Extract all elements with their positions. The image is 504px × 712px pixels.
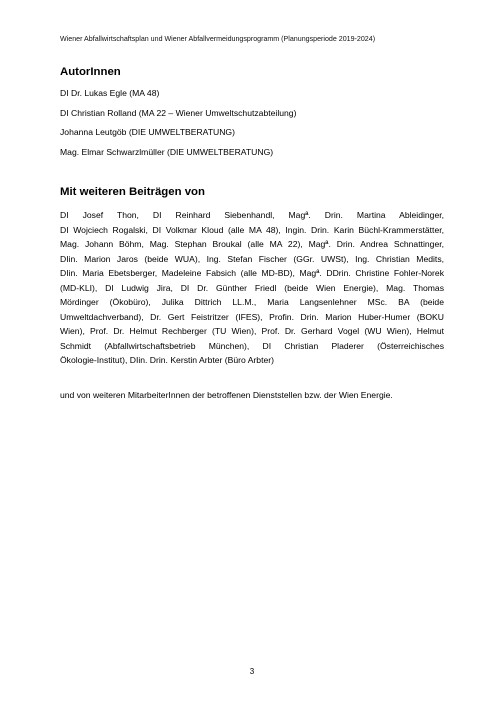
- contributors-line: (MD-KLI), DI Ludwig Jira, DI Dr. Günther Friedl (beide Wien Energie), Mag. Thomas: [60, 282, 444, 293]
- contributors-line: DI Wojciech Rogalski, DI Volkmar Kloud (alle MA 48), Ingin. Drin. Karin Büchl-Krammerstätter,: [60, 224, 444, 235]
- contributors-paragraph: [60, 208, 444, 368]
- contributors-line: Wien), Prof. Dr. Helmut Rechberger (TU Wien), Prof. Dr. Gerhard Vogel (WU Wien), Helmut: [60, 326, 444, 336]
- contributions-heading: Mit weiteren Beiträgen von: [60, 186, 205, 198]
- contributors-line: DIin. Maria Ebetsberger, Madeleine Fabsich (alle MD-BD), Magª. DDrin. Christine Fohler-Norek: [60, 268, 444, 278]
- author-item: Johanna Leutgöb (DIE UMWELTBERATUNG): [60, 127, 235, 137]
- contributors-line: DIin. Marion Jaros (beide WUA), Ing. Stefan Fischer (GGr. UWSt), Ing. Christian Medits,: [60, 253, 444, 264]
- contributors-line: Mördinger (Ökobüro), Julika Dittrich LL.M., Maria Langsenlehner MSc. BA (beide: [60, 297, 444, 307]
- contributors-line: Umweltdachverband), Dr. Gert Feistritzer (IFES), Profin. Drin. Marion Huber-Humer (BOKU: [60, 311, 444, 322]
- contributors-line: Ökologie-Institut), DIin. Drin. Kerstin Arbter (Büro Arbter): [60, 355, 274, 365]
- author-item: DI Christian Rolland (MA 22 – Wiener Umweltschutzabteilung): [60, 108, 297, 118]
- contributors-line: Mag. Johann Böhm, Mag. Stephan Broukal (alle MA 22), Magª. Drin. Andrea Schnattinger,: [60, 239, 444, 249]
- author-item: DI Dr. Lukas Egle (MA 48): [60, 88, 160, 98]
- author-item: Mag. Elmar Schwarzlmüller (DIE UMWELTBERATUNG): [60, 147, 274, 157]
- closing-sentence: und von weiteren MitarbeiterInnen der betroffenen Dienststellen bzw. der Wien Energie.: [60, 390, 393, 400]
- contributors-line: DI Josef Thon, DI Reinhard Siebenhandl, Magª. Drin. Martina Ableidinger,: [60, 210, 444, 220]
- authors-heading: AutorInnen: [60, 66, 121, 78]
- page-number: 3: [249, 667, 255, 676]
- running-header: Wiener Abfallwirtschaftsplan und Wiener Abfallvermeidungsprogramm (Planungsperiode 2019-2024): [60, 35, 376, 43]
- contributors-line: Schmidt (Abfallwirtschaftsbetrieb München), DI Christian Pladerer (Österreichisches: [60, 340, 444, 351]
